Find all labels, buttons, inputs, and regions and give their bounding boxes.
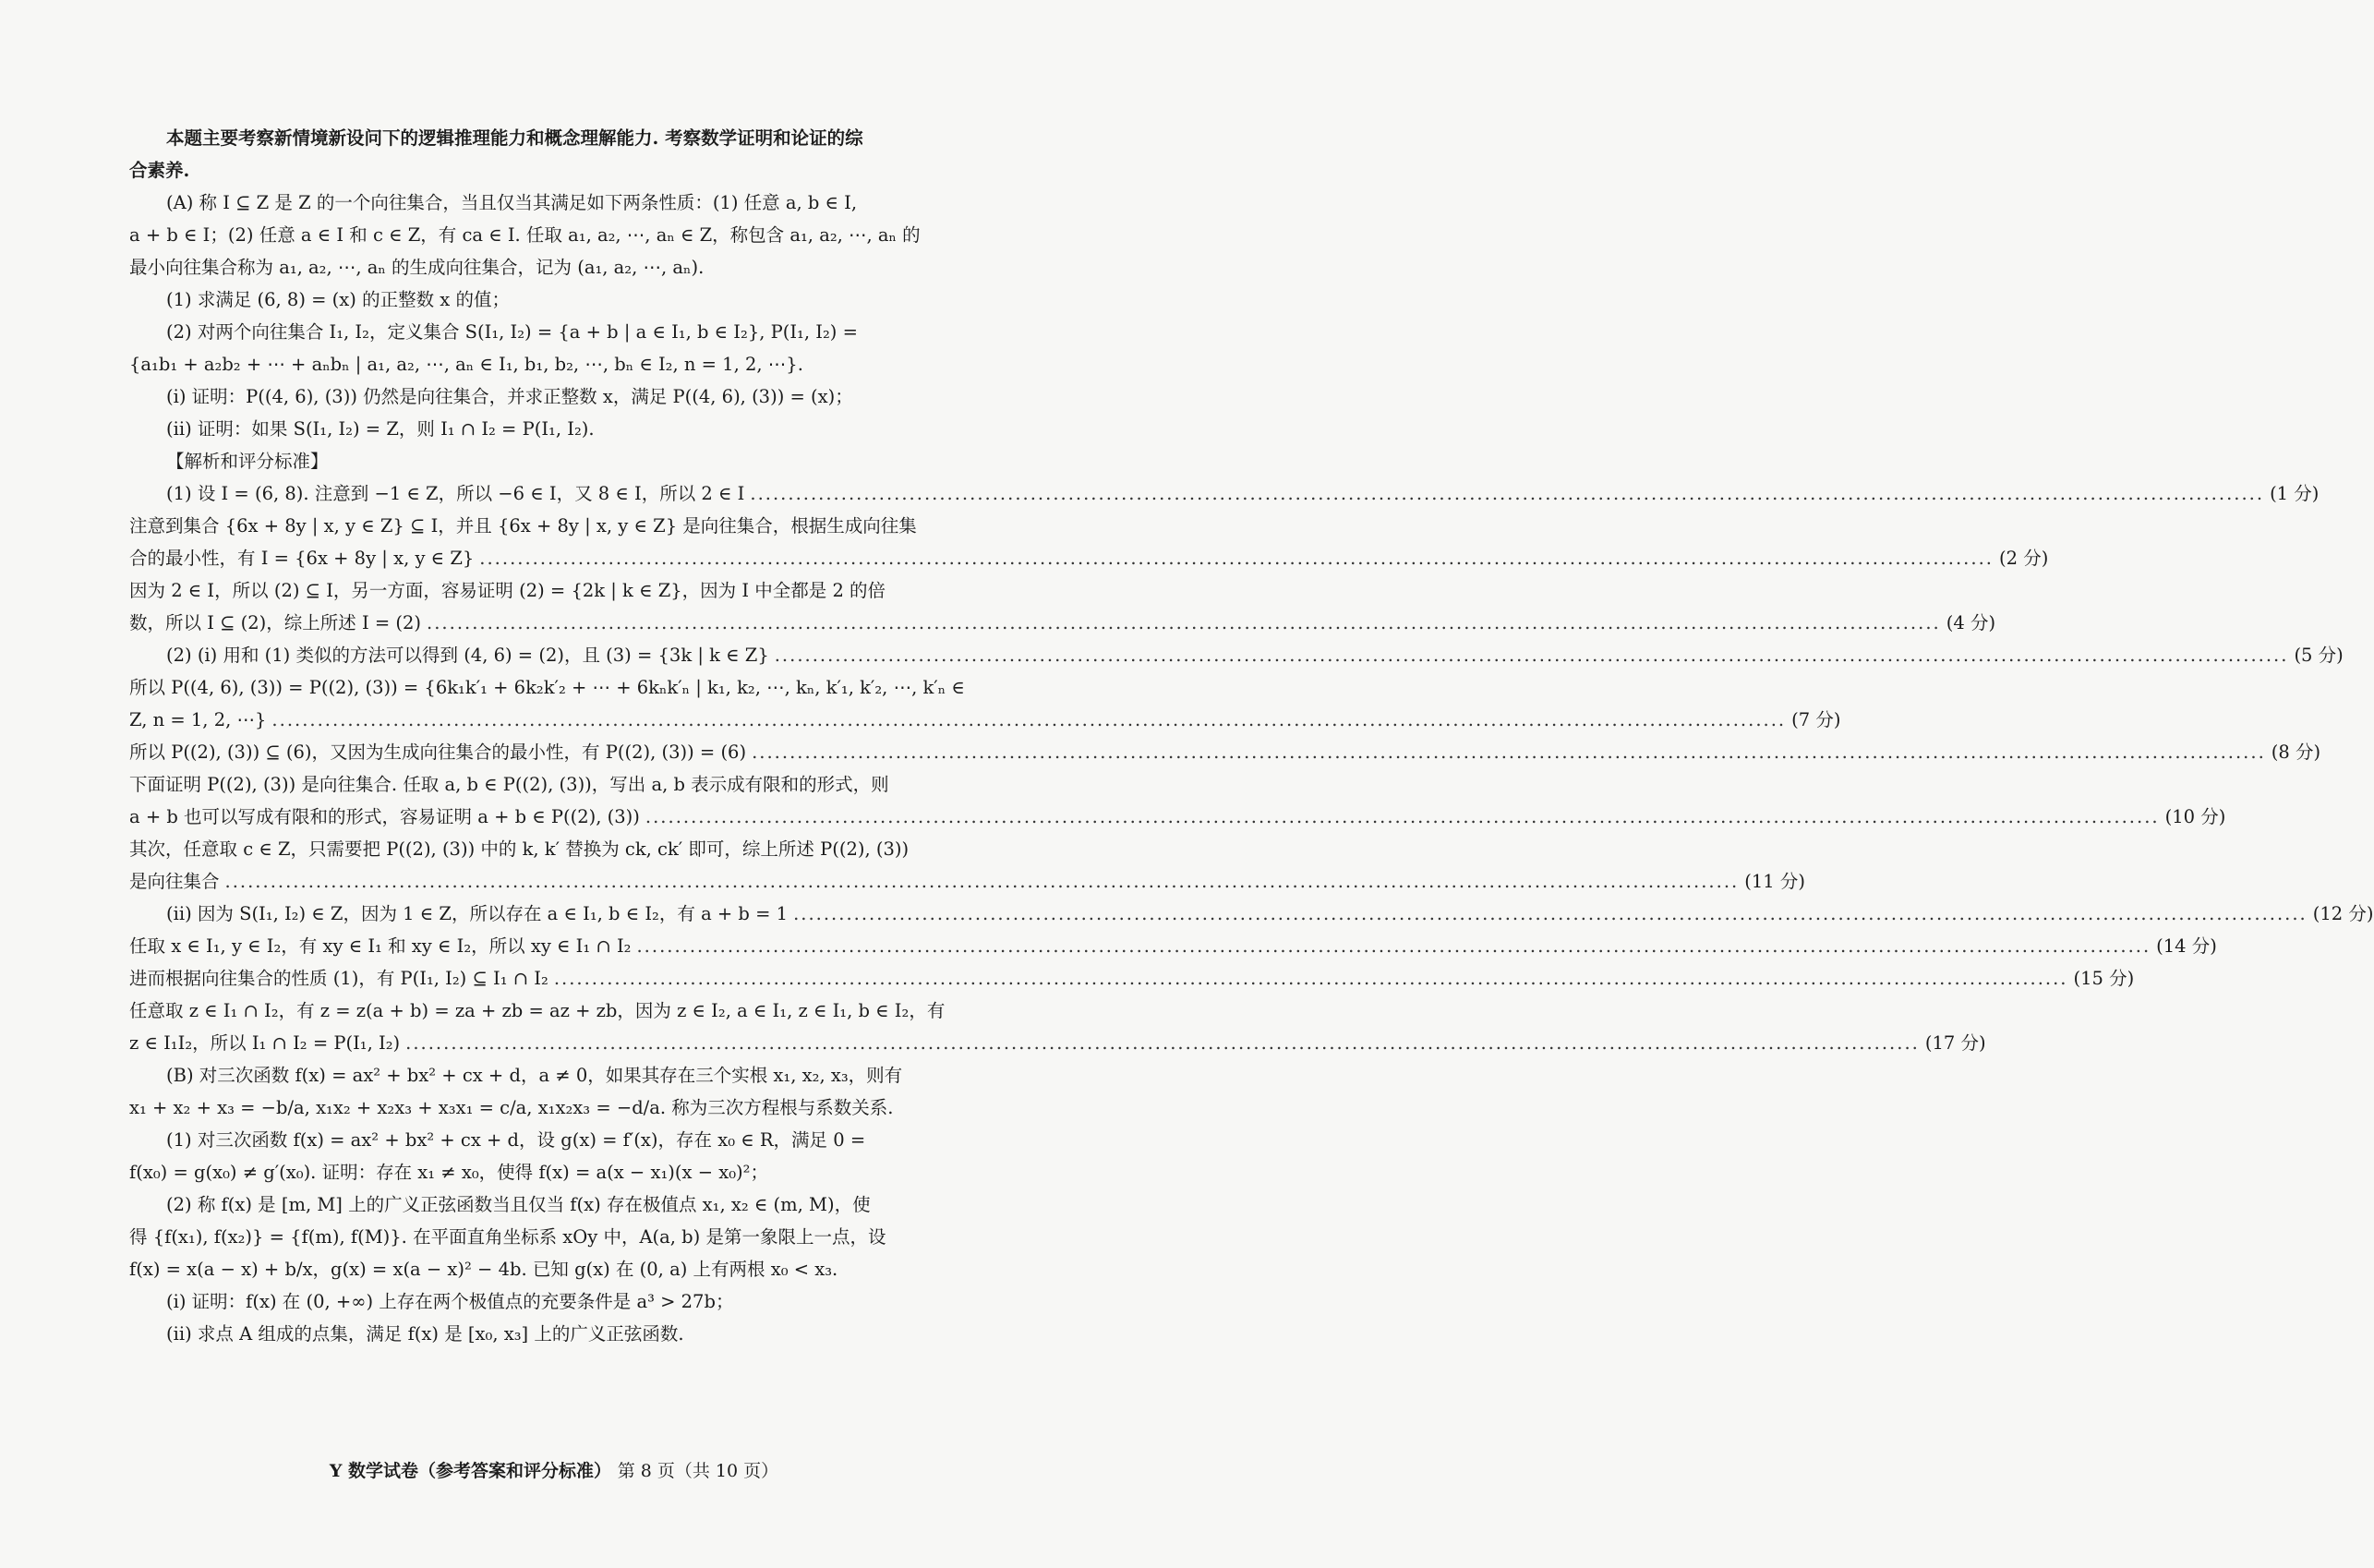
problem-b-line: f(x₀) = g(x₀) ≠ g′(x₀). 证明：存在 x₁ ≠ x₀，使得 f(x) = a(x − x₁)(x − x₀)²； — [129, 1162, 768, 1183]
problem-a-question-2i: (i) 证明：P((4, 6), (3)) 仍然是向往集合，并求正整数 x，满足 P((4, 6), (3)) = (x)； — [166, 386, 853, 407]
score-points: (8 分) — [2271, 742, 2321, 763]
solution-text: (1) 设 I = (6, 8). 注意到 −1 ∈ Z，所以 −6 ∈ I，又 8 ∈ I，所以 2 ∈ I — [166, 483, 745, 504]
solution-line — [129, 898, 2374, 930]
problem-b-line: (B) 对三次函数 f(x) = ax² + bx² + cx + d，a ≠ 0，如果其存在三个实根 x₁, x₂, x₃，则有 — [166, 1065, 903, 1086]
problem-a-line: {a₁b₁ + a₂b₂ + ⋯ + aₙbₙ | a₁, a₂, ⋯, aₙ ∈ I₁, b₁, b₂, ⋯, bₙ ∈ I₂, n = 1, 2, ⋯}. — [129, 354, 803, 375]
solution-line — [129, 671, 979, 704]
solution-text: 合的最小性，有 I = {6x + 8y | x, y ∈ Z} — [129, 548, 475, 569]
score-points: (2 分) — [1998, 548, 2049, 569]
score-points: (14 分) — [2156, 935, 2217, 957]
problem-b-line: (2) 称 f(x) 是 [m, M] 上的广义正弦函数当且仅当 f(x) 存在极值点 x₁, x₂ ∈ (m, M)，使 — [166, 1194, 871, 1215]
solution-line — [129, 510, 979, 542]
solution-text: Z, n = 1, 2, ⋯} — [129, 709, 267, 730]
solution-line — [129, 833, 979, 865]
score-points: (5 分) — [2294, 645, 2344, 666]
score-points: (15 分) — [2073, 968, 2135, 989]
footer-title: Y 数学试卷（参考答案和评分标准） — [329, 1461, 612, 1481]
solution-text: 进而根据向往集合的性质 (1)，有 P(I₁, I₂) ⊆ I₁ ∩ I₂ — [129, 968, 548, 989]
solution-line — [129, 930, 2217, 962]
problem-a-question-2ii: (ii) 证明：如果 S(I₁, I₂) = Z，则 I₁ ∩ I₂ = P(I₁, I₂). — [166, 418, 595, 440]
score-points: (12 分) — [2312, 903, 2374, 924]
solution-text: (ii) 因为 S(I₁, I₂) ∈ Z，因为 1 ∈ Z，所以存在 a ∈ I₁, b ∈ I₂，有 a + b = 1 — [166, 903, 789, 924]
leader-dots: ........................................................................................................................................................................................................ — [405, 1032, 1920, 1054]
problem-a-line: (A) 称 I ⊆ Z 是 Z 的一个向往集合，当且仅当其满足如下两条性质：(1) 任意 a, b ∈ I, — [166, 192, 858, 213]
solution-line — [129, 639, 2344, 671]
leader-dots: ........................................................................................................................................................................................................ — [793, 903, 2308, 924]
solution-text: 其次，任意取 c ∈ Z，只需要把 P((2), (3)) 中的 k, k′ 替换为 ck, ck′ 即可，综上所述 P((2), (3)) — [129, 838, 910, 860]
solution-heading: 【解析和评分标准】 — [166, 451, 329, 472]
solution-text: 下面证明 P((2), (3)) 是向往集合. 任取 a, b ∈ P((2), (3))，写出 a, b 表示成有限和的形式，则 — [129, 774, 889, 795]
solution-text: 是向往集合 — [129, 871, 220, 892]
solution-line — [129, 995, 979, 1027]
solution-line — [129, 542, 2049, 574]
page-footer — [0, 1457, 1108, 1482]
score-points: (7 分) — [1791, 709, 1841, 730]
solution-line — [129, 962, 2135, 995]
problem-b-line: f(x) = x(a − x) + b/x，g(x) = x(a − x)² − 4b. 已知 g(x) 在 (0, a) 上有两根 x₀ < x₃. — [129, 1259, 838, 1280]
solution-text: 注意到集合 {6x + 8y | x, y ∈ Z} ⊆ I，并且 {6x + 8y | x, y ∈ Z} 是向往集合，根据生成向往集 — [129, 515, 917, 537]
leader-dots: ........................................................................................................................................................................................................ — [553, 968, 2068, 989]
problem-a-question-1: (1) 求满足 (6, 8) = (x) 的正整数 x 的值； — [166, 289, 510, 310]
solution-text: a + b 也可以写成有限和的形式，容易证明 a + b ∈ P((2), (3)) — [129, 806, 640, 827]
solution-text: 因为 2 ∈ I，所以 (2) ⊆ I，另一方面，容易证明 (2) = {2k | k ∈ Z}，因为 I 中全都是 2 的倍 — [129, 580, 886, 601]
score-points: (10 分) — [2164, 806, 2226, 827]
intro-line-2: 合素养. — [129, 160, 190, 181]
problem-b-line: 得 {f(x₁), f(x₂)} = {f(m), f(M)}. 在平面直角坐标系 xOy 中，A(a, b) 是第一象限上一点，设 — [129, 1226, 886, 1248]
problem-b-line: (i) 证明：f(x) 在 (0, +∞) 上存在两个极值点的充要条件是 a³ > 27b； — [166, 1291, 734, 1312]
leader-dots: ........................................................................................................................................................................................................ — [271, 709, 1787, 730]
solution-text: 所以 P((4, 6), (3)) = P((2), (3)) = {6k₁k′₁ + 6k₂k′₂ + ⋯ + 6kₙk′ₙ | k₁, k₂, ⋯, kₙ, k′₁, k′₂, ⋯, k′ₙ ∈ — [129, 677, 965, 698]
score-points: (1 分) — [2270, 483, 2320, 504]
problem-a-line: a + b ∈ I；(2) 任意 a ∈ I 和 c ∈ Z，有 ca ∈ I. 任取 a₁, a₂, ⋯, aₙ ∈ Z，称包含 a₁, a₂, ⋯, aₙ 的 — [129, 224, 921, 246]
leader-dots: ........................................................................................................................................................................................................ — [479, 548, 1994, 569]
problem-b-line: (1) 对三次函数 f(x) = ax² + bx² + cx + d，设 g(x) = f′(x)，存在 x₀ ∈ R，满足 0 = — [166, 1129, 866, 1151]
problem-b-line: (ii) 求点 A 组成的点集，满足 f(x) 是 [x₀, x₃] 上的广义正弦函数. — [166, 1323, 684, 1345]
score-points: (17 分) — [1924, 1032, 1986, 1054]
solution-line — [129, 736, 2321, 768]
solution-text: z ∈ I₁I₂，所以 I₁ ∩ I₂ = P(I₁, I₂) — [129, 1032, 401, 1054]
intro-line-1: 本题主要考察新情境新设问下的逻辑推理能力和概念理解能力. 考察数学证明和论证的综 — [166, 127, 863, 149]
solution-block — [129, 477, 2374, 1059]
solution-line — [129, 865, 1805, 898]
score-points: (4 分) — [1946, 612, 1996, 633]
leader-dots: ........................................................................................................................................................................................................ — [636, 935, 2151, 957]
leader-dots: ........................................................................................................................................................................................................ — [427, 612, 1941, 633]
solution-line — [129, 704, 1841, 736]
problem-a-question-2: (2) 对两个向往集合 I₁, I₂，定义集合 S(I₁, I₂) = {a + b | a ∈ I₁, b ∈ I₂}, P(I₁, I₂) = — [166, 321, 858, 343]
footer-page-number: 第 8 页（共 10 页） — [617, 1461, 779, 1481]
solution-line — [129, 574, 979, 607]
solution-line — [129, 607, 1996, 639]
leader-dots: ........................................................................................................................................................................................................ — [750, 483, 2265, 504]
leader-dots: ........................................................................................................................................................................................................ — [224, 871, 1740, 892]
problem-b-line: x₁ + x₂ + x₃ = −b/a, x₁x₂ + x₂x₃ + x₃x₁ = c/a, x₁x₂x₃ = −d/a. 称为三次方程根与系数关系. — [129, 1097, 894, 1118]
solution-text: 任取 x ∈ I₁, y ∈ I₂，有 xy ∈ I₁ 和 xy ∈ I₂，所以 xy ∈ I₁ ∩ I₂ — [129, 935, 632, 957]
problem-a-line: 最小向往集合称为 a₁, a₂, ⋯, aₙ 的生成向往集合，记为 (a₁, a₂, ⋯, aₙ). — [129, 257, 705, 278]
solution-text: (2) (i) 用和 (1) 类似的方法可以得到 (4, 6) = (2)，且 (3) = {3k | k ∈ Z} — [166, 645, 769, 666]
solution-line — [129, 1027, 1986, 1059]
solution-text: 数，所以 I ⊆ (2)，综上所述 I = (2) — [129, 612, 422, 633]
solution-line — [129, 768, 979, 801]
solution-text: 所以 P((2), (3)) ⊆ (6)，又因为生成向往集合的最小性，有 P((2), (3)) = (6) — [129, 742, 747, 763]
solution-text: 任意取 z ∈ I₁ ∩ I₂，有 z = z(a + b) = za + zb = az + zb，因为 z ∈ I₂, a ∈ I₁, z ∈ I₁, b ∈ I₂，有 — [129, 1000, 946, 1021]
leader-dots: ........................................................................................................................................................................................................ — [645, 806, 2160, 827]
problem-b-block — [129, 1059, 979, 1350]
solution-line — [129, 801, 2226, 833]
leader-dots: ........................................................................................................................................................................................................ — [774, 645, 2289, 666]
score-points: (11 分) — [1744, 871, 1805, 892]
leader-dots: ........................................................................................................................................................................................................ — [752, 742, 2266, 763]
solution-line — [129, 477, 2320, 510]
